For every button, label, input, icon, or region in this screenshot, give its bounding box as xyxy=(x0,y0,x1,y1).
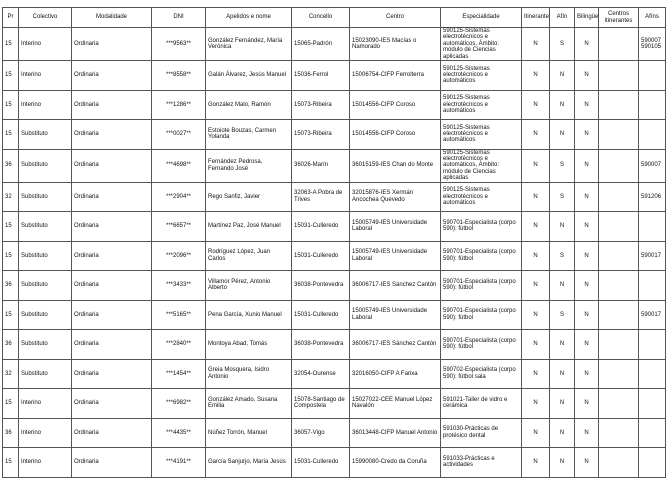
cell-centro: 36006717-IES Sánchez Cantón xyxy=(350,330,441,360)
cell-concello: 15031-Culleredo xyxy=(292,448,350,478)
cell-especialidade: 590125-Sistemas electrotécnicos e automáticos, Ámbito: módulo de Ciencias aplicadas xyxy=(441,28,522,61)
table-row xyxy=(3,28,666,61)
table-row xyxy=(3,271,666,301)
cell-colectivo: Interino xyxy=(19,61,72,91)
cell-colectivo: Substituto xyxy=(19,120,72,150)
cell-especialidade: 590701-Especialista (corpo 590): fútbol xyxy=(441,241,522,271)
cell-pr: 32 xyxy=(3,359,19,389)
cell-dni: ***0027** xyxy=(152,120,206,150)
cell-concello: 15078-Santiago de Compostela xyxy=(292,389,350,419)
cell-concello: 15073-Ribeira xyxy=(292,90,350,120)
table-body xyxy=(3,28,666,478)
cell-afins: 591206 xyxy=(639,182,666,212)
cell-bilingue: N xyxy=(575,28,599,61)
cell-modalidade: Ordinaria xyxy=(72,28,152,61)
table-row xyxy=(3,448,666,478)
cell-pr: 15 xyxy=(3,389,19,419)
cell-centros-itinerantes xyxy=(599,389,639,419)
cell-dni: ***4435** xyxy=(152,418,206,448)
cell-afin: N xyxy=(550,212,575,242)
cell-concello: 36057-Vigo xyxy=(292,418,350,448)
cell-centro: 36013448-CIFP Manuel Antonio xyxy=(350,418,441,448)
cell-afin: N xyxy=(550,448,575,478)
table-row xyxy=(3,418,666,448)
cell-bilingue: N xyxy=(575,418,599,448)
cell-nome: Pena García, Xunio Manuel xyxy=(206,300,292,330)
cell-colectivo: Interino xyxy=(19,418,72,448)
table-header-row xyxy=(3,8,666,28)
cell-itinerante: N xyxy=(522,330,550,360)
cell-centro: 15990080-Credo da Coruña xyxy=(350,448,441,478)
cell-pr: 36 xyxy=(3,149,19,182)
cell-especialidade: 590701-Especialista (corpo 590): fútbol xyxy=(441,271,522,301)
cell-afins xyxy=(639,448,666,478)
cell-bilingue: N xyxy=(575,212,599,242)
cell-colectivo: Substituto xyxy=(19,182,72,212)
column-header: Itinerante xyxy=(522,8,550,28)
table-row xyxy=(3,212,666,242)
cell-afins xyxy=(639,90,666,120)
cell-concello: 36026-Marín xyxy=(292,149,350,182)
cell-dni: ***6982** xyxy=(152,389,206,419)
table-row xyxy=(3,182,666,212)
cell-afin: S xyxy=(550,300,575,330)
cell-especialidade: 590125-Sistemas electrotécnicos e automáticos xyxy=(441,120,522,150)
cell-modalidade: Ordinaria xyxy=(72,359,152,389)
cell-bilingue: N xyxy=(575,359,599,389)
cell-afins xyxy=(639,389,666,419)
cell-centros-itinerantes xyxy=(599,120,639,150)
cell-centro: 15014556-CIFP Coroso xyxy=(350,90,441,120)
cell-centro: 15005749-IES Universidade Laboral xyxy=(350,300,441,330)
cell-bilingue: N xyxy=(575,241,599,271)
cell-afin: N xyxy=(550,90,575,120)
cell-afin: S xyxy=(550,149,575,182)
cell-nome: Villamor Pérez, Antonio Alberto xyxy=(206,271,292,301)
cell-afins xyxy=(639,418,666,448)
cell-colectivo: Substituto xyxy=(19,149,72,182)
cell-pr: 36 xyxy=(3,271,19,301)
cell-afins: 590017 xyxy=(639,241,666,271)
cell-bilingue: N xyxy=(575,182,599,212)
cell-modalidade: Ordinaria xyxy=(72,120,152,150)
cell-concello: 15031-Culleredo xyxy=(292,300,350,330)
cell-centros-itinerantes xyxy=(599,418,639,448)
cell-nome: González Malo, Ramón xyxy=(206,90,292,120)
cell-centros-itinerantes xyxy=(599,359,639,389)
cell-centros-itinerantes xyxy=(599,149,639,182)
cell-itinerante: N xyxy=(522,120,550,150)
cell-colectivo: Substituto xyxy=(19,300,72,330)
cell-especialidade: 591033-Prácticas e actividades xyxy=(441,448,522,478)
column-header: Afín xyxy=(550,8,575,28)
cell-modalidade: Ordinaria xyxy=(72,90,152,120)
cell-bilingue: N xyxy=(575,448,599,478)
cell-pr: 15 xyxy=(3,61,19,91)
cell-modalidade: Ordinaria xyxy=(72,182,152,212)
cell-bilingue: N xyxy=(575,300,599,330)
cell-dni: ***8558** xyxy=(152,61,206,91)
cell-itinerante: N xyxy=(522,241,550,271)
cell-centros-itinerantes xyxy=(599,300,639,330)
table-row xyxy=(3,90,666,120)
cell-nome: Montoya Abad, Tomás xyxy=(206,330,292,360)
cell-modalidade: Ordinaria xyxy=(72,149,152,182)
cell-afins xyxy=(639,61,666,91)
cell-pr: 36 xyxy=(3,418,19,448)
cell-afin: N xyxy=(550,61,575,91)
cell-concello: 32063-A Pobra de Trives xyxy=(292,182,350,212)
cell-especialidade: 590125-Sistemas electrotécnicos e automáticos xyxy=(441,61,522,91)
cell-centro: 15005749-IES Universidade Laboral xyxy=(350,241,441,271)
table-row xyxy=(3,120,666,150)
cell-colectivo: Substituto xyxy=(19,330,72,360)
column-header: Apelidos e nome xyxy=(206,8,292,28)
cell-especialidade: 590701-Especialista (corpo 590): fútbol xyxy=(441,300,522,330)
column-header: Pr xyxy=(3,8,19,28)
cell-nome: Núñez Torrón, Manuel xyxy=(206,418,292,448)
cell-centro: 15006754-CIFP Ferrolterra xyxy=(350,61,441,91)
cell-itinerante: N xyxy=(522,182,550,212)
cell-centro: 36015159-IES Chan do Monte xyxy=(350,149,441,182)
cell-colectivo: Substituto xyxy=(19,241,72,271)
column-header: Centros itinerantes xyxy=(599,8,639,28)
cell-itinerante: N xyxy=(522,61,550,91)
cell-pr: 15 xyxy=(3,212,19,242)
cell-dni: ***2904** xyxy=(152,182,206,212)
cell-itinerante: N xyxy=(522,271,550,301)
column-header: Bilingüe xyxy=(575,8,599,28)
cell-centro: 15023090-IES Macías o Namorado xyxy=(350,28,441,61)
column-header: DNI xyxy=(152,8,206,28)
cell-itinerante: N xyxy=(522,149,550,182)
cell-nome: González Fernández, María Verónica xyxy=(206,28,292,61)
table-row xyxy=(3,389,666,419)
cell-concello: 15073-Ribeira xyxy=(292,120,350,150)
column-header: Concello xyxy=(292,8,350,28)
cell-dni: ***2096** xyxy=(152,241,206,271)
cell-nome: Rodríguez López, Juan Carlos xyxy=(206,241,292,271)
cell-modalidade: Ordinaria xyxy=(72,212,152,242)
cell-itinerante: N xyxy=(522,448,550,478)
cell-modalidade: Ordinaria xyxy=(72,389,152,419)
cell-colectivo: Interino xyxy=(19,448,72,478)
cell-afins xyxy=(639,330,666,360)
cell-centros-itinerantes xyxy=(599,212,639,242)
cell-dni: ***2840** xyxy=(152,330,206,360)
cell-centro: 32015876-IES Xermán Ancochea Quevedo xyxy=(350,182,441,212)
cell-concello: 32054-Ourense xyxy=(292,359,350,389)
cell-nome: Galán Álvarez, Jesús Manuel xyxy=(206,61,292,91)
cell-nome: Martínez Paz, José Manuel xyxy=(206,212,292,242)
cell-bilingue: N xyxy=(575,271,599,301)
cell-afin: N xyxy=(550,418,575,448)
cell-centros-itinerantes xyxy=(599,271,639,301)
cell-bilingue: N xyxy=(575,90,599,120)
cell-especialidade: 591021-Taller de vidro e cerámica xyxy=(441,389,522,419)
table-row xyxy=(3,359,666,389)
cell-especialidade: 590125-Sistemas electrotécnicos e automáticos, Ámbito: módulo de Ciencias aplicadas xyxy=(441,149,522,182)
cell-afin: N xyxy=(550,271,575,301)
cell-afins xyxy=(639,271,666,301)
column-header: Modalidade xyxy=(72,8,152,28)
cell-pr: 32 xyxy=(3,182,19,212)
cell-afin: N xyxy=(550,389,575,419)
assignments-table xyxy=(2,7,666,478)
cell-dni: ***1286** xyxy=(152,90,206,120)
cell-bilingue: N xyxy=(575,330,599,360)
table-row xyxy=(3,61,666,91)
cell-centros-itinerantes xyxy=(599,241,639,271)
column-header: Centro xyxy=(350,8,441,28)
column-header: Afíns xyxy=(639,8,666,28)
cell-afins xyxy=(639,212,666,242)
cell-dni: ***4698** xyxy=(152,149,206,182)
cell-afins xyxy=(639,359,666,389)
cell-centro: 15027022-CEE Manuel López Navalón xyxy=(350,389,441,419)
cell-pr: 15 xyxy=(3,241,19,271)
cell-concello: 15031-Culleredo xyxy=(292,241,350,271)
cell-colectivo: Interino xyxy=(19,90,72,120)
cell-nome: Rego Sanfiz, Javier xyxy=(206,182,292,212)
cell-pr: 15 xyxy=(3,90,19,120)
cell-modalidade: Ordinaria xyxy=(72,448,152,478)
cell-colectivo: Interino xyxy=(19,28,72,61)
cell-pr: 15 xyxy=(3,448,19,478)
cell-nome: García Sanjurjo, María Jesús xyxy=(206,448,292,478)
cell-dni: ***6657** xyxy=(152,212,206,242)
cell-afin: N xyxy=(550,330,575,360)
table-row xyxy=(3,149,666,182)
cell-pr: 15 xyxy=(3,120,19,150)
cell-bilingue: N xyxy=(575,149,599,182)
cell-afin: N xyxy=(550,120,575,150)
cell-itinerante: N xyxy=(522,90,550,120)
cell-centro: 32016050-CIFP A Farixa xyxy=(350,359,441,389)
cell-pr: 15 xyxy=(3,300,19,330)
cell-itinerante: N xyxy=(522,359,550,389)
cell-especialidade: 590701-Especialista (corpo 590): fútbol xyxy=(441,212,522,242)
cell-modalidade: Ordinaria xyxy=(72,271,152,301)
cell-itinerante: N xyxy=(522,389,550,419)
cell-nome: Greia Mosquera, Isidro Antonio xyxy=(206,359,292,389)
cell-modalidade: Ordinaria xyxy=(72,241,152,271)
cell-dni: ***9563** xyxy=(152,28,206,61)
cell-afin: N xyxy=(550,359,575,389)
cell-dni: ***3433** xyxy=(152,271,206,301)
cell-dni: ***1454** xyxy=(152,359,206,389)
cell-pr: 36 xyxy=(3,330,19,360)
cell-especialidade: 590701-Especialista (corpo 590): fútbol xyxy=(441,330,522,360)
cell-centros-itinerantes xyxy=(599,448,639,478)
cell-especialidade: 590125-Sistemas electrotécnicos e automáticos xyxy=(441,90,522,120)
cell-afins xyxy=(639,120,666,150)
table-row xyxy=(3,330,666,360)
cell-centros-itinerantes xyxy=(599,28,639,61)
cell-nome: Estoiote Bouzas, Carmen Yolanda xyxy=(206,120,292,150)
table-row xyxy=(3,241,666,271)
cell-nome: González Amado, Susana Emilia xyxy=(206,389,292,419)
cell-colectivo: Substituto xyxy=(19,212,72,242)
cell-itinerante: N xyxy=(522,212,550,242)
column-header: Especialidade xyxy=(441,8,522,28)
cell-colectivo: Substituto xyxy=(19,359,72,389)
cell-centro: 36006717-IES Sánchez Cantón xyxy=(350,271,441,301)
cell-modalidade: Ordinaria xyxy=(72,418,152,448)
cell-centro: 15014556-CIFP Coroso xyxy=(350,120,441,150)
cell-afins: 590017 xyxy=(639,300,666,330)
cell-afin: S xyxy=(550,182,575,212)
cell-modalidade: Ordinaria xyxy=(72,300,152,330)
cell-especialidade: 590125-Sistemas electrotécnicos e automáticos xyxy=(441,182,522,212)
cell-centros-itinerantes xyxy=(599,90,639,120)
cell-afin: S xyxy=(550,28,575,61)
cell-itinerante: N xyxy=(522,28,550,61)
cell-itinerante: N xyxy=(522,300,550,330)
cell-concello: 15031-Culleredo xyxy=(292,212,350,242)
cell-afins: 590007 xyxy=(639,149,666,182)
cell-concello: 36038-Pontevedra xyxy=(292,330,350,360)
cell-afins: 590007 590105 xyxy=(639,28,666,61)
cell-modalidade: Ordinaria xyxy=(72,61,152,91)
cell-centro: 15005749-IES Universidade Laboral xyxy=(350,212,441,242)
cell-especialidade: 591030-Prácticas de protésico dental xyxy=(441,418,522,448)
column-header: Colectivo xyxy=(19,8,72,28)
cell-colectivo: Interino xyxy=(19,389,72,419)
cell-centros-itinerantes xyxy=(599,330,639,360)
cell-afin: S xyxy=(550,241,575,271)
cell-dni: ***4191** xyxy=(152,448,206,478)
cell-especialidade: 590702-Especialista (corpo 590): fútbol sala xyxy=(441,359,522,389)
cell-bilingue: N xyxy=(575,120,599,150)
cell-centros-itinerantes xyxy=(599,182,639,212)
cell-dni: ***5165** xyxy=(152,300,206,330)
cell-concello: 36038-Pontevedra xyxy=(292,271,350,301)
cell-bilingue: N xyxy=(575,61,599,91)
cell-colectivo: Substituto xyxy=(19,271,72,301)
table-row xyxy=(3,300,666,330)
cell-itinerante: N xyxy=(522,418,550,448)
cell-nome: Fernández Pedrosa, Fernando José xyxy=(206,149,292,182)
cell-bilingue: N xyxy=(575,389,599,419)
cell-concello: 15036-Ferrol xyxy=(292,61,350,91)
cell-concello: 15065-Padrón xyxy=(292,28,350,61)
cell-pr: 15 xyxy=(3,28,19,61)
cell-modalidade: Ordinaria xyxy=(72,330,152,360)
cell-centros-itinerantes xyxy=(599,61,639,91)
